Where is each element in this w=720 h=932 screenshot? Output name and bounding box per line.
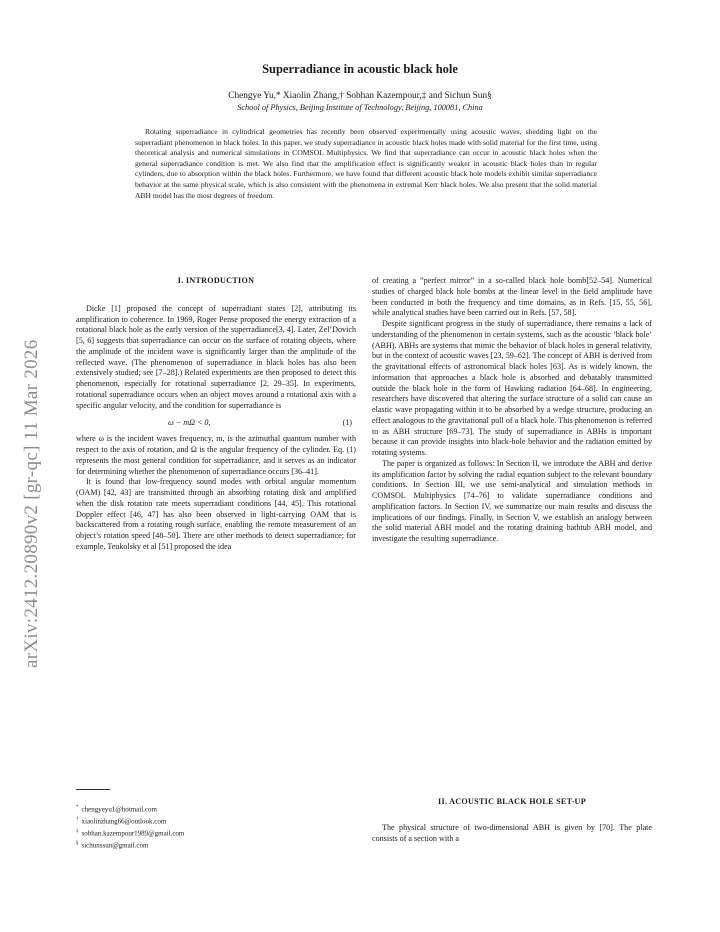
- affiliation: School of Physics, Beijing Institute of Technology, Beijing, 100081, China: [237, 103, 483, 112]
- section-heading-introduction: I. INTRODUCTION: [177, 276, 255, 285]
- paragraph: The paper is organized as follows: In Section II, we introduce the ABH and derive its amplification factor by solving the radial equation subject to the relevant boundary conditions. In Section III, we use semi-analytical and simulation methods in COMSOL Multiphysics [74–76] to validate superradiance conditions and amplification factors. In Section IV, we summarize our main results and discuss the implications of our findings. Finally, in Section V, we establish an analogy between the solid material ABH model and the rotating draining bathtub ABH model, and investigate the resulting superradiance.: [372, 458, 652, 543]
- paragraph: where ω is the incident waves frequency, m, is the azimuthal quantum number with respect to the axis of rotation, and Ω is the angular frequency of the cylinder. Eq. (1) represents the most general condition for superradiance, and it serves as an indicator for determining whether the phenomenon of superradiance occurs [36–41].: [76, 434, 356, 476]
- equation-body: ω − mΩ < 0,: [168, 418, 211, 428]
- paragraph: It is found that low-frequency sound modes with orbital angular momentum (OAM) [42, 43] are transmitted through an absorbing rotating disk and amplified when the disk rotation rate meets superradiant conditions [44, 45]. This rotational Doppler effect [46, 47] has also been observed in light-carrying OAM that is backscattered from a rotating rough surface, enabling the remote measurement of an object’s rotation speed [48–50]. There are other methods to detect superradiance; for example, Teukolsky et al [51] proposed the idea: [76, 477, 356, 551]
- abstract: Rotating superradiance in cylindrical geometries has recently been observed experimentally using acoustic waves, shedding light on the superradiant phenomenon in black holes. In this paper, we study superradiance in acoustic black holes made with solid material for the first time, using theoretical analysis and numerical simulations in COMSOL Multiphysics. We find that superradiance can occur in acoustic black holes when the general superradiance condition is met. We also find that the amplification effect is significantly weaker in acoustic black holes than in regular cylinders, due to absorption within the black holes. Furthermore, we have found that different acoustic black hole models exhibit similar superradiance behavior at the same physical scale, which is also consistent with the phenomena in extremal Kerr black holes. We also present that the solid material ABH model has the most degrees of freedom.: [135, 127, 597, 200]
- left-column: [76, 276, 356, 553]
- paper-title: Superradiance in acoustic black hole: [262, 62, 458, 76]
- footnotes: [76, 803, 356, 851]
- footnote-divider: [76, 789, 110, 790]
- section-heading-abh-setup: II. ACOUSTIC BLACK HOLE SET-UP: [438, 797, 586, 806]
- paragraph: Despite significant progress in the study of superradiance, there remains a lack of understanding of the phenomenon in certain systems, such as the acoustic ‘black hole’ (ABH). ABHs are systems that mimic the behavior of black holes in general relativity, but in the context of acoustic waves [23, 59–62]. The concept of ABH is derived from the gravitational effects of astronomical black holes [63]. As is widely known, the information that approaches a black hole is absorbed and debatably transmitted outside the black hole in the form of Hawking radiation [64–68]. In engineering, researchers have discovered that altering the surface structure of a solid can cause an elastic wave propagating within it to be absorbed by a wedge structure, producing an effect analogous to the gravitational pull of a black hole. This phenomenon is referred to as ABH structure [69–73]. The study of superradiance in ABHs is important because it can provide insights into black-hole behavior and the radiation emitted by rotating systems.: [372, 319, 652, 457]
- footnote-email[interactable]: § sichunssun@gmail.com: [76, 840, 149, 850]
- paragraph: of creating a ”perfect mirror” in a so-called black hole bomb[52–54]. Numerical studies of charged black hole bombs at the linear level in the field amplitude have been conducted in both the frequency and time domains, as in Refs. [15, 55, 56], while analytical studies have been carried out in Refs. [57, 58].: [372, 276, 652, 318]
- footnote-email[interactable]: † xiaolinzhang66@outlook.com: [76, 816, 167, 826]
- author-list: Chengye Yu,* Xiaolin Zhang,† Sobhan Kazempour,‡ and Sichun Sun§: [228, 91, 492, 101]
- right-column: [372, 276, 652, 545]
- arxiv-identifier: arXiv:2412.20890v2 [gr-qc] 11 Mar 2026: [21, 339, 42, 668]
- equation-number: (1): [342, 418, 352, 428]
- paragraph: Dicke [1] proposed the concept of superradiant states [2], attributing its amplification to coherence. In 1969, Roger Pense proposed the energy extraction of a rotational black hole as the early version of the superradiance[3, 4]. Later, Zel’Dovich [5, 6] suggests that superradiance can occur on the surface of rotating objects, where the amplitude of the incident wave is significantly larger than the amplitude of the reflected wave. (The phenomenon of superradiance in black holes has also been extensively studied; see [7–28].) Related experiments are then proposed to detect this phenomenon, especially for rotational superradiance [2, 29–35]. In experiments, rotational superradiance occurs when an object moves around a rotational axis with a specific angular velocity, and the condition for superradiance is: [76, 303, 356, 410]
- section-2-block: [372, 797, 652, 845]
- equation-1: [76, 411, 356, 434]
- footnote-email[interactable]: * chengyeyu1@hotmail.com: [76, 805, 157, 814]
- paragraph: The physical structure of two-dimensional ABH is given by [70]. The plate consists of a section with a: [372, 823, 652, 843]
- footnote-email[interactable]: ‡ sobhan.kazempour1989@gmail.com: [76, 828, 185, 838]
